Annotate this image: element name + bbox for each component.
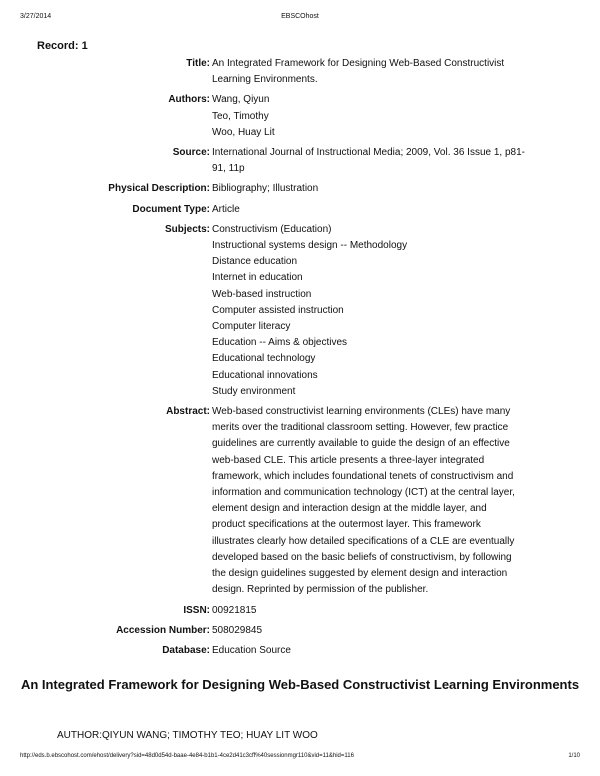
- field-value: [212, 92, 562, 141]
- field-value-line: International Journal of Instructional Media; 2009, Vol. 36 Issue 1, p81-: [212, 147, 525, 159]
- field-label: Source:: [172, 147, 210, 159]
- field-label: Physical Description:: [108, 183, 210, 195]
- field-row: [0, 404, 600, 598]
- field-value-line: Constructivism (Education): [212, 223, 332, 235]
- field-value: [212, 404, 562, 598]
- field-value-line: guidelines are currently available to guide the design of an effective: [212, 438, 510, 450]
- field-value-line: Distance education: [212, 256, 298, 268]
- record-heading: Record: 1: [37, 40, 88, 52]
- field-label: Title:: [186, 58, 210, 69]
- field-value: [212, 222, 562, 400]
- field-value: [212, 181, 562, 197]
- field-row: [0, 603, 600, 619]
- field-value-line: Teo, Timothy: [212, 110, 269, 122]
- field-value: [212, 603, 562, 619]
- field-value-line: An Integrated Framework for Designing Web-Based Constructivist: [212, 58, 505, 69]
- field-value-line: Instructional systems design -- Methodology: [212, 240, 408, 252]
- field-value-line: element design and interaction design at the middle layer, and: [212, 503, 487, 515]
- field-value-line: Education Source: [212, 644, 291, 656]
- field-value-line: 00921815: [212, 604, 257, 616]
- field-row: [0, 202, 600, 218]
- field-value-line: Woo, Huay Lit: [212, 126, 275, 138]
- field-value-line: 508029845: [212, 624, 263, 636]
- field-value-line: web-based CLE. This article presents a three-layer integrated: [212, 454, 485, 466]
- field-row: [0, 92, 600, 141]
- field-value-line: Bibliography; Illustration: [212, 183, 319, 195]
- field-value-line: Computer literacy: [212, 321, 291, 333]
- field-value: [212, 145, 562, 177]
- field-value-line: information and communication technology (ICT) at the central layer,: [212, 487, 515, 499]
- field-value-line: illustrates clearly how detailed specifications of a CLE are eventually: [212, 535, 515, 547]
- footer-url: http://eds.b.ebscohost.com/ehost/delivery?sid=48d0d54d-baae-4e84-b1b1-4ce2d41c3cff%40sessionmgr110&vid=11&hid=116: [20, 753, 354, 759]
- field-label: Authors:: [168, 94, 210, 106]
- field-value-line: Educational technology: [212, 353, 316, 365]
- field-value-line: Web-based constructivist learning environments (CLEs) have many: [212, 406, 511, 418]
- field-value-line: merits over the traditional classroom setting. However, few practice: [212, 422, 509, 434]
- field-row: [0, 145, 600, 177]
- field-value: [212, 56, 562, 88]
- print-header: [0, 13, 600, 23]
- field-label: Document Type:: [132, 203, 210, 215]
- field-value-line: the design guidelines suggested by element design and interaction: [212, 568, 508, 580]
- site-name: EBSCOhost: [281, 13, 319, 20]
- field-value: [212, 623, 562, 639]
- field-value-line: product specifications at the outermost layer. This framework: [212, 519, 481, 531]
- field-row: [0, 222, 600, 400]
- record-fields: [0, 56, 600, 663]
- field-value-line: Study environment: [212, 385, 296, 397]
- field-row: [0, 643, 600, 659]
- field-row: [0, 181, 600, 197]
- field-value-line: developed based on the basic beliefs of constructivism, by following: [212, 551, 512, 563]
- field-value-line: framework, which includes foundational tenets of constructivism and: [212, 470, 514, 482]
- print-date: 3/27/2014: [20, 13, 52, 20]
- field-value-line: Internet in education: [212, 272, 303, 284]
- field-value-line: Web-based instruction: [212, 288, 312, 300]
- field-value: [212, 202, 562, 218]
- field-value-line: design. Reprinted by permission of the publisher.: [212, 584, 429, 596]
- field-row: [0, 56, 600, 88]
- field-row: [0, 623, 600, 639]
- page-number: 1/10: [568, 753, 580, 759]
- field-label: Accession Number:: [116, 624, 210, 636]
- field-value-line: 91, 11p: [212, 163, 245, 175]
- field-label: Database:: [162, 644, 210, 656]
- field-label: Subjects:: [164, 223, 210, 235]
- article-title: An Integrated Framework for Designing Web-Based Constructivist Learning Environments: [20, 677, 580, 692]
- field-value-line: Learning Environments.: [212, 74, 318, 86]
- field-value: [212, 643, 562, 659]
- field-value-line: Article: [212, 203, 240, 215]
- field-value-line: Education -- Aims & objectives: [212, 337, 348, 349]
- field-label: Abstract:: [166, 406, 210, 418]
- author-line: AUTHOR:QIYUN WANG; TIMOTHY TEO; HUAY LIT WOO: [57, 730, 318, 741]
- field-value-line: Wang, Qiyun: [212, 94, 270, 106]
- field-value-line: Computer assisted instruction: [212, 304, 344, 316]
- field-value-line: Educational innovations: [212, 369, 318, 381]
- field-label: ISSN:: [183, 604, 210, 616]
